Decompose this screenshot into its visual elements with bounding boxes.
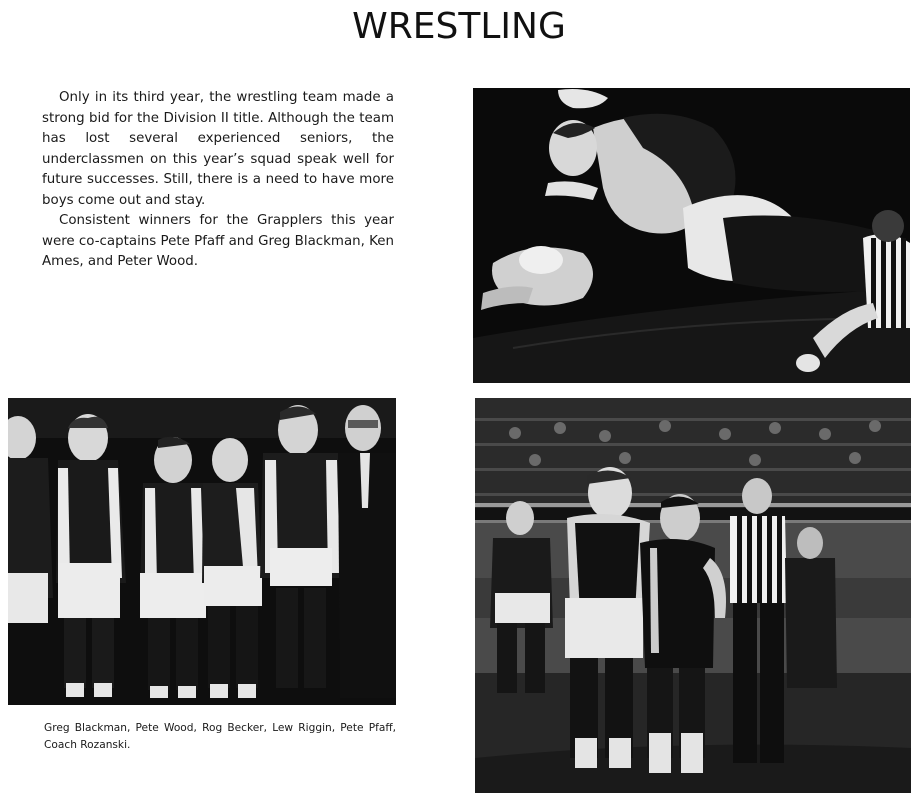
page-title: WRESTLING bbox=[352, 6, 566, 47]
arena-wrestlers-photo bbox=[475, 398, 911, 793]
team-lineup-photo bbox=[8, 398, 396, 705]
article-paragraph-2: Consistent winners for the Grapplers this year were co-captains Pete Pfaff and Greg Blackman, Ken Ames, and Peter Wood. bbox=[42, 213, 394, 269]
team-photo-caption: Greg Blackman, Pete Wood, Rog Becker, Lew Riggin, Pete Pfaff, Coach Rozanski. bbox=[44, 722, 396, 751]
wrestling-match-photo bbox=[473, 88, 910, 383]
article-body bbox=[42, 88, 394, 273]
article-paragraph-1: Only in its third year, the wrestling team made a strong bid for the Division II title. Although the team has lost several experienced seniors, the underclassmen on this year’s squad speak well for future successes. Still, there is a need to have more boys come out and stay. bbox=[42, 90, 394, 208]
